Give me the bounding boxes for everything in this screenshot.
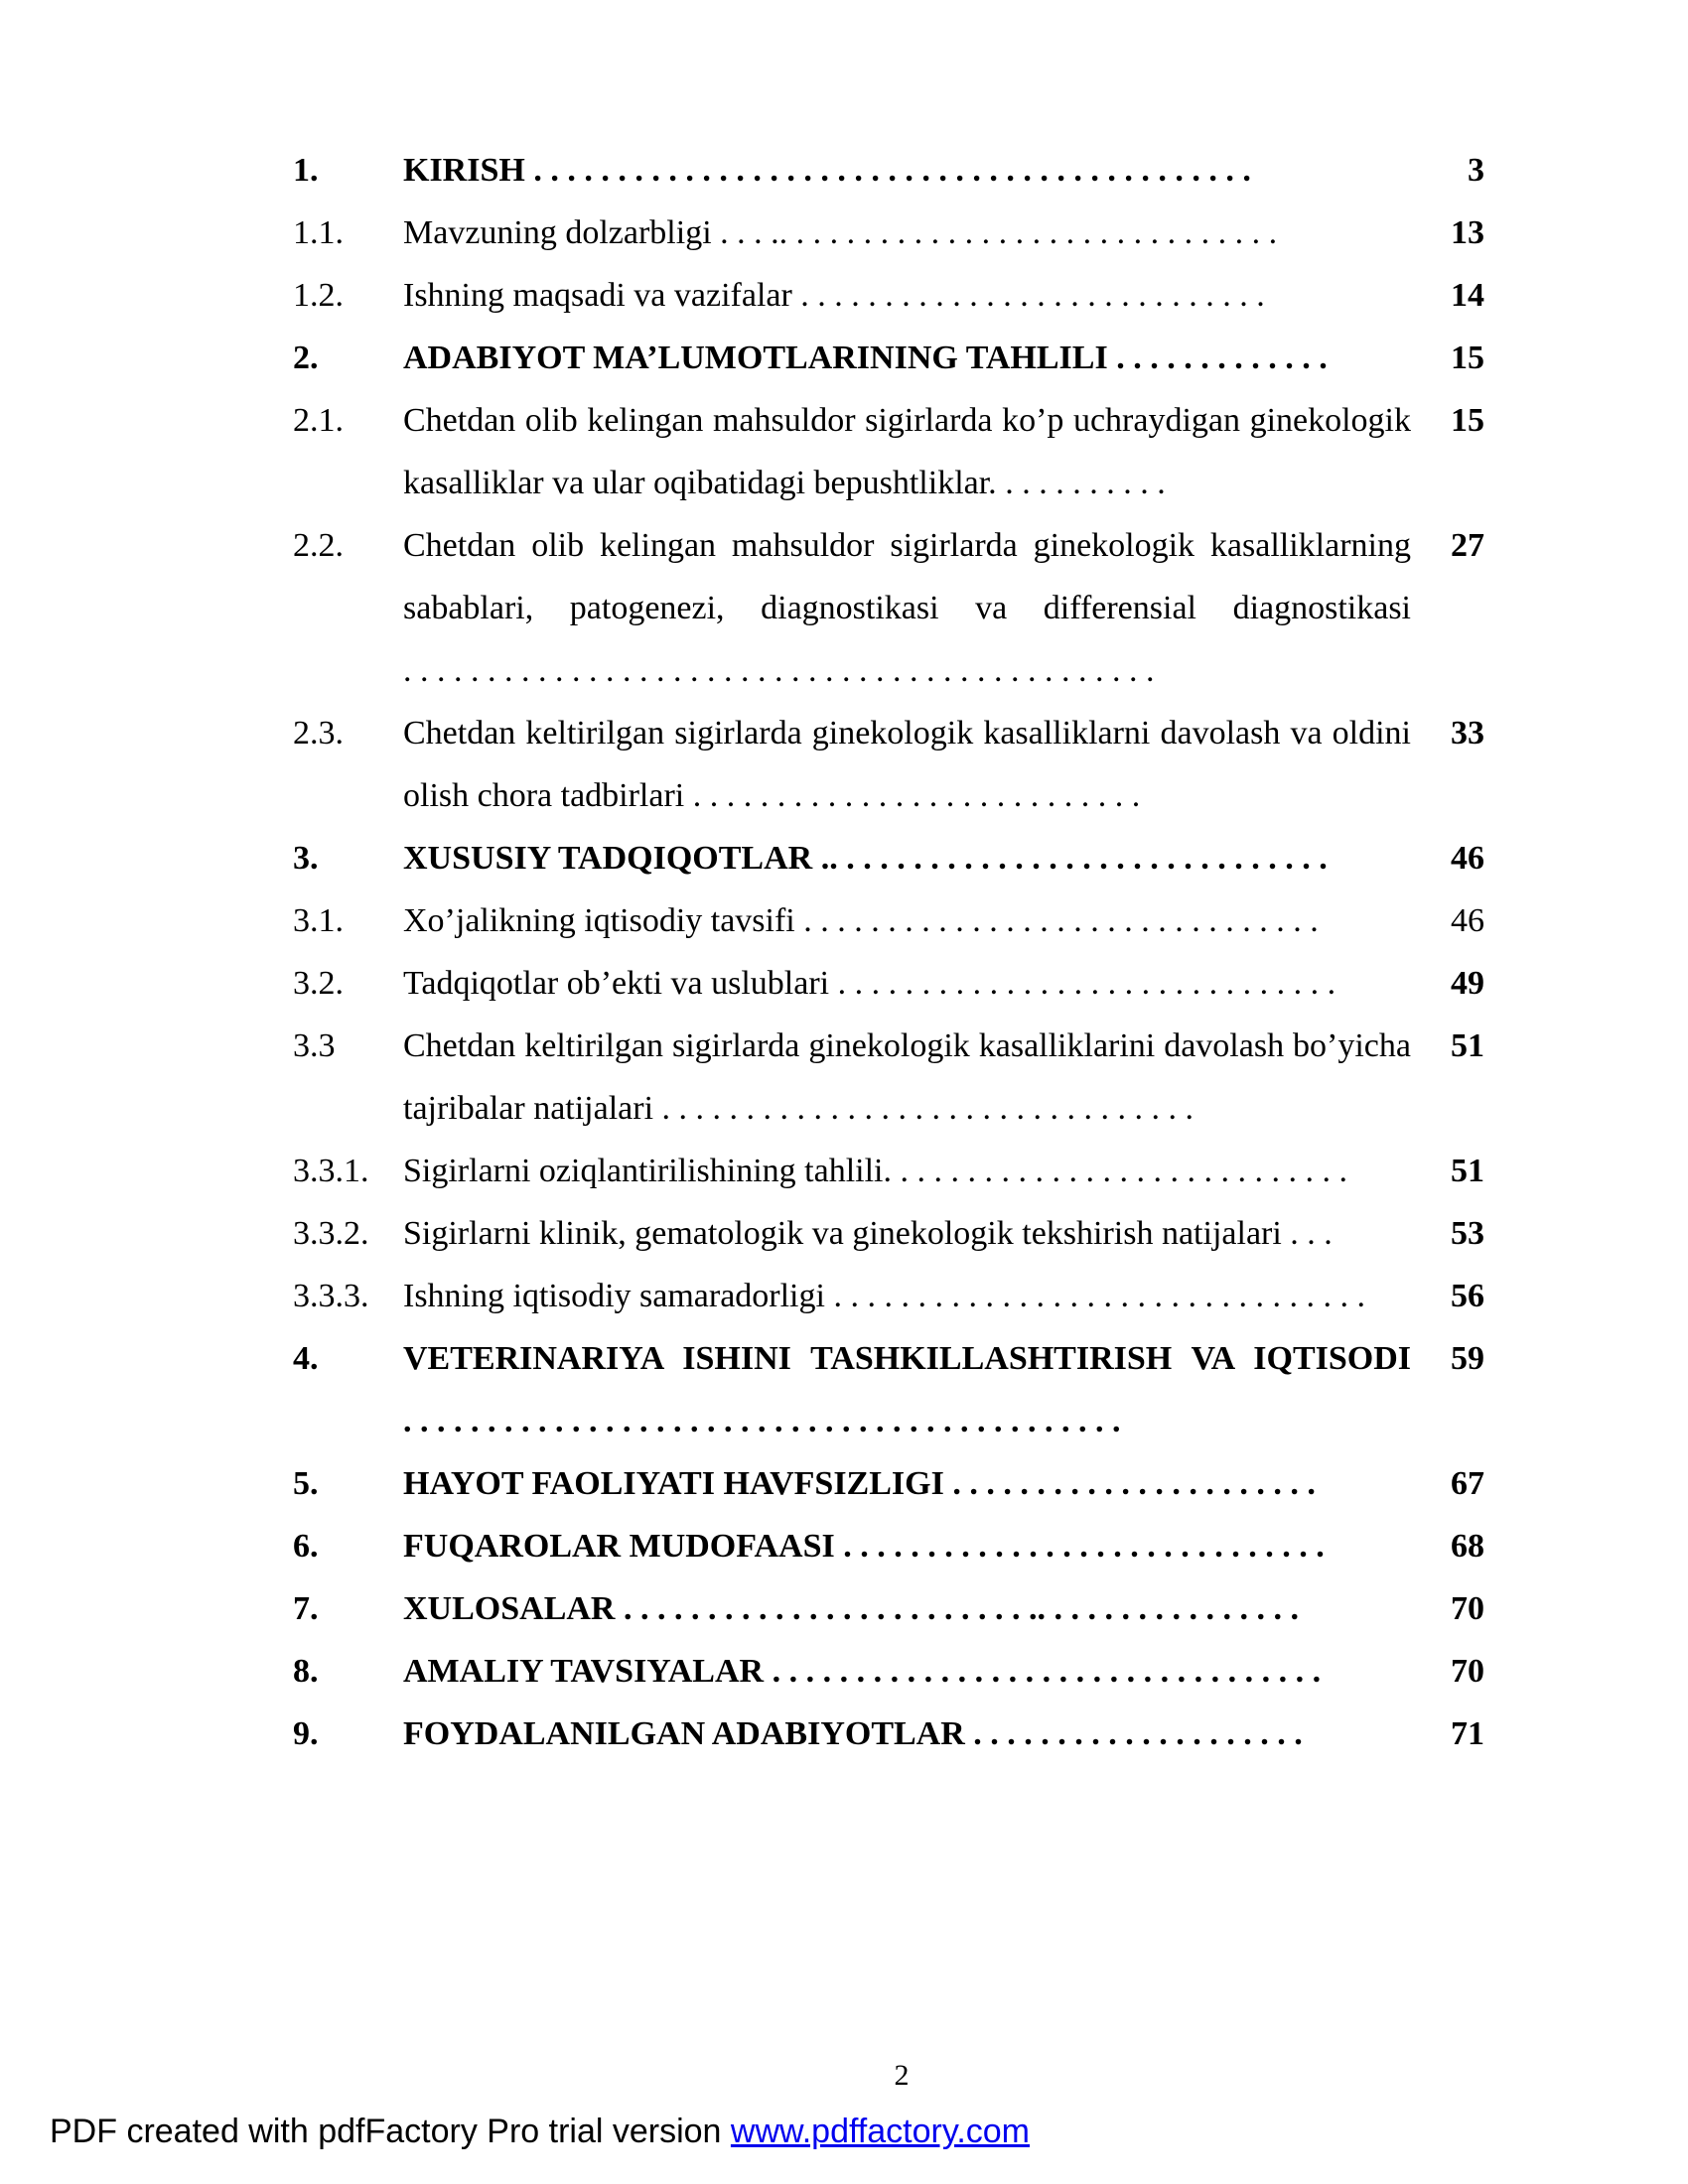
toc-entry-page: 70 bbox=[1451, 1653, 1484, 1690]
toc-entry-title-text: Tadqiqotlar ob’ekti va uslublari bbox=[403, 965, 830, 1002]
toc-entry-leader-dots: . . . . . . . . . . . . . . . . . . . . . . . . . . . . . . . bbox=[794, 902, 1319, 939]
toc-entry-leader-dots: . . . . . . . . . . . . . . . . . . . . . . . . . . . . . . . . bbox=[824, 1278, 1365, 1314]
toc-entry-number: 3.3.3. bbox=[293, 1278, 369, 1314]
pdf-footer bbox=[50, 2113, 1030, 2151]
toc-entry-page: 67 bbox=[1451, 1465, 1484, 1502]
toc-entry bbox=[293, 1515, 1484, 1577]
toc-entry-leader-dots: . . . . . . . . . . . . . . . . . . . . . . . . . . . . bbox=[791, 277, 1265, 314]
toc-entry-title-text: Chetdan olib kelingan mahsuldor sigirlarda ginekologik kasalliklarning sabablari, patogenezi, diagnostikasi va differensial diagnostikasi bbox=[403, 527, 1411, 626]
toc-entry-page: 33 bbox=[1451, 715, 1484, 751]
toc-entry-title bbox=[403, 1202, 1411, 1265]
toc-entry-number: 6. bbox=[293, 1528, 319, 1565]
toc-entry-title bbox=[403, 1515, 1411, 1577]
toc-entry-number: 3.1. bbox=[293, 902, 344, 939]
toc-entry bbox=[293, 1577, 1484, 1640]
toc-entry-number: 1.1. bbox=[293, 214, 344, 251]
toc-entry-title bbox=[403, 702, 1411, 827]
toc-entry-title bbox=[403, 1265, 1411, 1327]
toc-entry-leader-dots: . . . . . . . . . . . . . . . . . . . . . . . . . . . bbox=[684, 777, 1141, 814]
toc-entry-page: 3 bbox=[1468, 152, 1484, 189]
toc-entry bbox=[293, 952, 1484, 1015]
toc-entry-number: 8. bbox=[293, 1653, 319, 1690]
toc-entry-leader-dots: .. . . . . . . . . . . . . . . . . . . . . . . . . . . . . . bbox=[812, 840, 1328, 877]
toc-entry-title-text: Chetdan keltirilgan sigirlarda ginekologik kasalliklarini davolash bo’yicha tajribalar natijalari bbox=[403, 1027, 1411, 1127]
toc-entry-number: 2. bbox=[293, 340, 319, 376]
toc-entry bbox=[293, 514, 1484, 702]
toc-entry-leader-dots: . . . .. . . . . . . . . . . . . . . . . . . . . . . . . . . . . . bbox=[711, 214, 1278, 251]
toc-entry-title bbox=[403, 1015, 1411, 1140]
toc-entry-page: 59 bbox=[1451, 1340, 1484, 1377]
toc-entry-title-text: Sigirlarni oziqlantirilishining tahlili. bbox=[403, 1153, 893, 1189]
toc-entry-title-text: Chetdan olib kelingan mahsuldor sigirlarda ko’p uchraydigan ginekologik kasalliklar va ular oqibatidagi bepushtliklar. bbox=[403, 402, 1411, 501]
toc-entry-number: 9. bbox=[293, 1715, 319, 1752]
toc-entry-title-text: Ishning iqtisodiy samaradorligi bbox=[403, 1278, 825, 1314]
toc-entry-title-text: KIRISH bbox=[403, 152, 525, 189]
toc-entry-page: 15 bbox=[1451, 402, 1484, 439]
toc-entry-title bbox=[403, 1640, 1411, 1703]
toc-entry-leader-dots: . . . . . . . . . . . . . . . . . . . . . . . . . . . . . . . . . bbox=[764, 1653, 1322, 1690]
toc-entry-number: 1.2. bbox=[293, 277, 344, 314]
toc-entry-title-text: XULOSALAR bbox=[403, 1590, 616, 1627]
toc-entry-leader-dots: . . . . . . . . . . . . . . . . . . . . . . . . .. . . . . . . . . . . . . . . . bbox=[615, 1590, 1299, 1627]
toc-entry-title-text: FOYDALANILGAN ADABIYOTLAR bbox=[403, 1715, 965, 1752]
toc-entry bbox=[293, 264, 1484, 327]
toc-entry bbox=[293, 1140, 1484, 1202]
toc-entry-page: 53 bbox=[1451, 1215, 1484, 1252]
toc-entry-title bbox=[403, 389, 1411, 514]
toc-entry-title-text: Mavzuning dolzarbligi bbox=[403, 214, 712, 251]
toc-entry-title bbox=[403, 827, 1411, 889]
toc-entry-leader-dots: . . . . . . . . . . . . . . . . . . . . . . . . . . . . . . . . . . . . . . . . . . . bbox=[524, 152, 1251, 189]
toc-entry-title-text: Xo’jalikning iqtisodiy tavsifi bbox=[403, 902, 795, 939]
toc-entry bbox=[293, 1703, 1484, 1765]
toc-entry-number: 3. bbox=[293, 840, 319, 877]
footer-link[interactable]: www.pdffactory.com bbox=[730, 2113, 1030, 2150]
toc-entry-number: 4. bbox=[293, 1340, 319, 1377]
toc-entry-leader-dots: . . . . . . . . . . . . . . . . . . . . . . . . . . . . . . bbox=[829, 965, 1336, 1002]
toc-entry-title bbox=[403, 952, 1411, 1015]
toc-entry-page: 27 bbox=[1451, 527, 1484, 564]
toc-entry-title bbox=[403, 1140, 1411, 1202]
toc-entry-title-text: FUQAROLAR MUDOFAASI bbox=[403, 1528, 835, 1565]
toc-entry-title-text: XUSUSIY TADQIQOTLAR bbox=[403, 840, 813, 877]
toc-entry-page: 56 bbox=[1451, 1278, 1484, 1314]
toc-entry-title bbox=[403, 139, 1411, 202]
toc-entry bbox=[293, 327, 1484, 389]
toc-entry-number: 1. bbox=[293, 152, 319, 189]
toc-entry-title bbox=[403, 1577, 1411, 1640]
toc-entry-title-text: Sigirlarni klinik, gematologik va ginekologik tekshirish natijalari bbox=[403, 1215, 1282, 1252]
toc-entry-leader-dots: . . . . . . . . . . . . . . . . . . . . . . bbox=[943, 1465, 1316, 1502]
toc-entry bbox=[293, 1265, 1484, 1327]
toc-entry bbox=[293, 202, 1484, 264]
toc-entry-page: 71 bbox=[1451, 1715, 1484, 1752]
table-of-contents bbox=[293, 139, 1484, 1765]
toc-entry bbox=[293, 702, 1484, 827]
toc-entry-title-text: AMALIY TAVSIYALAR bbox=[403, 1653, 765, 1690]
toc-entry bbox=[293, 139, 1484, 202]
toc-entry-title-text: Chetdan keltirilgan sigirlarda ginekologik kasalliklarni davolash va oldini olish chora tadbirlari bbox=[403, 715, 1411, 814]
toc-entry-number: 5. bbox=[293, 1465, 319, 1502]
toc-entry-title-text: HAYOT FAOLIYATI HAVFSIZLIGI bbox=[403, 1465, 944, 1502]
toc-entry-page: 68 bbox=[1451, 1528, 1484, 1565]
toc-entry-number: 3.3.1. bbox=[293, 1153, 369, 1189]
toc-entry-title-text: ADABIYOT MA’LUMOTLARINING TAHLILI bbox=[403, 340, 1108, 376]
toc-entry bbox=[293, 1202, 1484, 1265]
toc-entry-title bbox=[403, 889, 1411, 952]
toc-entry-title bbox=[403, 264, 1411, 327]
toc-entry-number: 7. bbox=[293, 1590, 319, 1627]
toc-entry-title-text: Ishning maqsadi va vazifalar bbox=[403, 277, 792, 314]
toc-entry bbox=[293, 1452, 1484, 1515]
toc-entry-number: 2.2. bbox=[293, 527, 344, 564]
toc-entry-number: 3.3 bbox=[293, 1027, 336, 1064]
toc-entry-page: 49 bbox=[1451, 965, 1484, 1002]
toc-entry-title-text: VETERINARIYA ISHINI TASHKILLASHTIRISH VA IQTISODI bbox=[403, 1340, 1411, 1377]
toc-entry bbox=[293, 389, 1484, 514]
toc-entry-leader-dots: . . . . . . . . . . . . . . . . . . . . . . . . . . . . . . . . . . . . . . . . . . . bbox=[403, 1403, 1121, 1439]
toc-entry-title bbox=[403, 327, 1411, 389]
toc-entry-leader-dots: . . . . . . . . . . . . . . . . . . . . . . . . . . . . . . . . . . . . . . . . . . . . . bbox=[403, 652, 1155, 689]
toc-entry bbox=[293, 889, 1484, 952]
toc-entry-number: 3.2. bbox=[293, 965, 344, 1002]
toc-entry-number: 3.3.2. bbox=[293, 1215, 369, 1252]
toc-entry-leader-dots: . . . . . . . . . . . . . . . . . . . . . . . . . . . . . . . . bbox=[653, 1090, 1195, 1127]
toc-entry-leader-dots: . . . . . . . . . . bbox=[996, 465, 1166, 501]
toc-entry-leader-dots: . . . . . . . . . . . . . . . . . . . . bbox=[964, 1715, 1303, 1752]
toc-entry-title bbox=[403, 1452, 1411, 1515]
toc-entry-leader-dots: . . . bbox=[1281, 1215, 1333, 1252]
toc-entry-number: 2.1. bbox=[293, 402, 344, 439]
toc-entry bbox=[293, 1640, 1484, 1703]
footer-text: PDF created with pdfFactory Pro trial version bbox=[50, 2113, 731, 2150]
toc-entry-page: 15 bbox=[1451, 340, 1484, 376]
toc-entry-page: 13 bbox=[1451, 214, 1484, 251]
toc-entry-page: 51 bbox=[1451, 1153, 1484, 1189]
toc-entry bbox=[293, 827, 1484, 889]
page-number: 2 bbox=[894, 2059, 910, 2092]
toc-entry-page: 46 bbox=[1451, 902, 1484, 939]
toc-entry-page: 70 bbox=[1451, 1590, 1484, 1627]
toc-entry-number: 2.3. bbox=[293, 715, 344, 751]
toc-entry-leader-dots: . . . . . . . . . . . . . . . . . . . . . . . . . . . . . bbox=[834, 1528, 1325, 1565]
toc-entry-title bbox=[403, 514, 1411, 702]
toc-entry-title bbox=[403, 202, 1411, 264]
toc-entry-page: 51 bbox=[1451, 1027, 1484, 1064]
toc-entry bbox=[293, 1015, 1484, 1140]
toc-entry bbox=[293, 1327, 1484, 1452]
toc-entry-page: 14 bbox=[1451, 277, 1484, 314]
toc-entry-title bbox=[403, 1327, 1411, 1452]
toc-entry-leader-dots: . . . . . . . . . . . . . bbox=[1107, 340, 1328, 376]
toc-entry-page: 46 bbox=[1451, 840, 1484, 877]
toc-entry-title bbox=[403, 1703, 1411, 1765]
toc-entry-leader-dots: . . . . . . . . . . . . . . . . . . . . . . . . . . . bbox=[892, 1153, 1348, 1189]
